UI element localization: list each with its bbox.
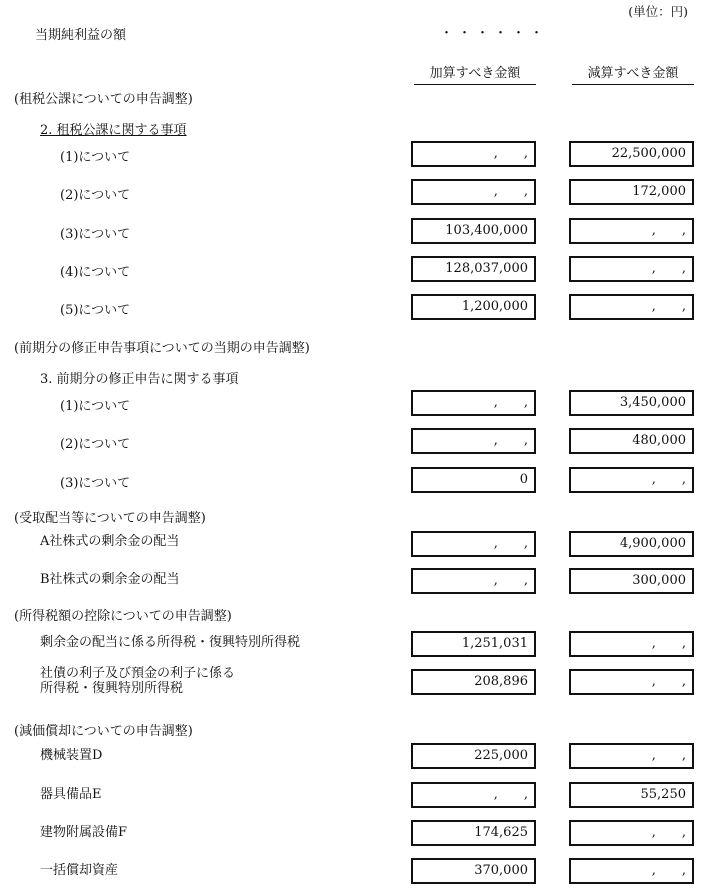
row-label-tax-3: (3)について: [60, 227, 131, 242]
add-amount-field[interactable]: , ,: [411, 179, 536, 205]
row-label-tax-2: (2)について: [60, 188, 131, 203]
row-label-depreciation-e: 器具備品E: [40, 787, 102, 802]
sub-amount-field[interactable]: 480,000: [569, 428, 694, 454]
add-amount-field[interactable]: 370,000: [411, 858, 536, 884]
subheading-prior: 3. 前期分の修正申告に関する事項: [40, 372, 239, 387]
row-label-tax-4: (4)について: [60, 265, 131, 280]
column-header-add: 加算すべき金額: [414, 62, 536, 85]
add-amount-field[interactable]: 1,251,031: [411, 631, 536, 657]
add-amount-field[interactable]: 225,000: [411, 743, 536, 769]
section-heading-withholding: (所得税額の控除についての申告調整): [14, 609, 232, 624]
sub-amount-field[interactable]: , ,: [569, 820, 694, 846]
column-header-sub: 減算すべき金額: [572, 62, 694, 85]
add-amount-field[interactable]: , ,: [411, 141, 536, 167]
add-amount-field[interactable]: 0: [411, 467, 536, 493]
add-amount-field[interactable]: 208,896: [411, 669, 536, 695]
add-amount-field[interactable]: , ,: [411, 428, 536, 454]
add-amount-field[interactable]: , ,: [411, 568, 536, 594]
row-label-dividend-b: B社株式の剰余金の配当: [40, 572, 180, 587]
row-label-prior-2: (2)について: [60, 437, 131, 452]
row-label-prior-1: (1)について: [60, 399, 131, 414]
add-amount-field[interactable]: 128,037,000: [411, 256, 536, 282]
sub-amount-field[interactable]: 300,000: [569, 568, 694, 594]
section-heading-tax: (租税公課についての申告調整): [14, 92, 193, 107]
row-label-depreciation-f: 建物附属設備F: [40, 825, 128, 840]
add-amount-field[interactable]: , ,: [411, 390, 536, 416]
sub-amount-field[interactable]: , ,: [569, 218, 694, 244]
sub-amount-field[interactable]: 22,500,000: [569, 141, 694, 167]
sub-amount-field[interactable]: , ,: [569, 669, 694, 695]
row-label-tax-5: (5)について: [60, 303, 131, 318]
net-income-label: 当期純利益の額: [35, 28, 127, 43]
net-income-value: ・・・・・・: [440, 26, 549, 41]
sub-amount-field[interactable]: , ,: [569, 294, 694, 320]
subheading-tax: 2. 租税公課に関する事項: [40, 123, 187, 138]
section-heading-dividend: (受取配当等についての申告調整): [14, 511, 206, 526]
row-label-tax-1: (1)について: [60, 150, 131, 165]
row-label-prior-3: (3)について: [60, 476, 131, 491]
unit-label: (単位：円): [628, 4, 688, 19]
add-amount-field[interactable]: , ,: [411, 782, 536, 808]
sub-amount-field[interactable]: , ,: [569, 743, 694, 769]
sub-amount-field[interactable]: , ,: [569, 256, 694, 282]
sub-amount-field[interactable]: 172,000: [569, 179, 694, 205]
row-label-withholding-1: 剰余金の配当に係る所得税・復興特別所得税: [40, 635, 301, 650]
sub-amount-field[interactable]: , ,: [569, 858, 694, 884]
row-label-withholding-2: [40, 666, 235, 696]
add-amount-field[interactable]: 1,200,000: [411, 294, 536, 320]
row-label-line: 所得税・復興特別所得税: [40, 681, 184, 696]
add-amount-field[interactable]: 174,625: [411, 820, 536, 846]
sub-amount-field[interactable]: , ,: [569, 467, 694, 493]
sub-amount-field[interactable]: , ,: [569, 631, 694, 657]
row-label-dividend-a: A社株式の剰余金の配当: [40, 534, 180, 549]
row-label-line: 社債の利子及び預金の利子に係る: [40, 666, 236, 681]
add-amount-field[interactable]: 103,400,000: [411, 218, 536, 244]
add-amount-field[interactable]: , ,: [411, 531, 536, 557]
section-heading-prior: (前期分の修正申告事項についての当期の申告調整): [14, 341, 310, 356]
section-heading-depreciation: (減価償却についての申告調整): [14, 724, 193, 739]
sub-amount-field[interactable]: 55,250: [569, 782, 694, 808]
row-label-depreciation-lump: 一括償却資産: [40, 863, 119, 878]
sub-amount-field[interactable]: 4,900,000: [569, 531, 694, 557]
row-label-depreciation-d: 機械装置D: [40, 748, 103, 763]
sub-amount-field[interactable]: 3,450,000: [569, 390, 694, 416]
